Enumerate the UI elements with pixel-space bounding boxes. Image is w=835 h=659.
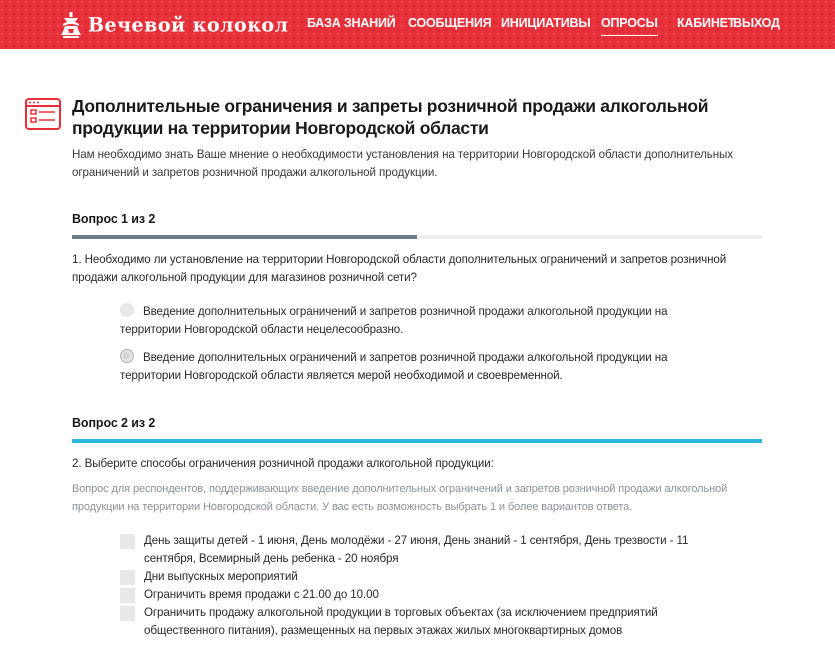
logo-text: Вечевой колокол xyxy=(88,13,289,37)
question-2-text: 2. Выберите способы ограничения розничной продажи алкогольной продукции: xyxy=(72,457,494,470)
radio-button[interactable] xyxy=(120,349,134,363)
nav-logout[interactable]: ВЫХОД xyxy=(733,16,780,30)
nav-messages[interactable]: СООБЩЕНИЯ xyxy=(408,16,492,30)
question-1-text: 1. Необходимо ли установление на территории Новгородской области дополнительных ограничений и запретов розничной продажи алкогольной продукции для магазинов розничной сети? xyxy=(72,253,727,284)
page-title: Дополнительные ограничения и запреты розничной продажи алкогольной продукции на территории Новгородской области xyxy=(72,96,709,138)
nav-cabinet[interactable]: КАБИНЕТ xyxy=(677,16,736,30)
question-2-hint: Вопрос для респондентов, поддерживающих введение дополнительных ограничений и запретов розничной продажи алкогольной продукции на территории Новгородской области. У вас есть возможность выбрать 1 и более вариантов ответа. xyxy=(72,483,728,513)
nav-polls[interactable]: ОПРОСЫ xyxy=(601,16,658,36)
option-label: Введение дополнительных ограничений и запретов розничной продажи алкогольной продукции на территории Новгородской области является мерой необходимой и своевременной. xyxy=(120,351,668,382)
site-logo[interactable] xyxy=(60,11,288,39)
question-2-option-4[interactable] xyxy=(120,604,740,640)
question-2-option-2[interactable] xyxy=(120,568,740,586)
option-label: Дни выпускных мероприятий xyxy=(144,570,298,583)
option-label: Ограничить продажу алкогольной продукции в торговых объектах (за исключением предприятий общественного питания), размещенных на первых этажах жилых многоквартирных домов xyxy=(144,606,658,637)
checkbox[interactable] xyxy=(120,588,135,603)
question-1-option-1[interactable] xyxy=(120,303,720,339)
checkbox[interactable] xyxy=(120,534,135,549)
checkbox[interactable] xyxy=(120,606,135,621)
option-label: Ограничить время продажи с 21.00 до 10.00 xyxy=(144,588,379,601)
question-2-option-3[interactable] xyxy=(120,586,740,604)
option-label: День защиты детей - 1 июня, День молодёжи - 27 июня, День знаний - 1 сентября, День трезвости - 11 сентября, Всемирный день ребенка - 20 ноября xyxy=(144,534,689,565)
question-2-heading: Вопрос 2 из 2 xyxy=(72,416,156,430)
question-1-progress-fill xyxy=(72,235,417,239)
nav-knowledge-base[interactable]: БАЗА ЗНАНИЙ xyxy=(307,16,396,30)
checkbox[interactable] xyxy=(120,570,135,585)
question-2-option-1[interactable] xyxy=(120,532,740,568)
top-header xyxy=(0,0,835,49)
page-description: Нам необходимо знать Ваше мнение о необходимости установления на территории Новгородской области дополнительных ограничений и запретов розничной продажи алкогольной продукции. xyxy=(72,148,733,179)
question-1-heading: Вопрос 1 из 2 xyxy=(72,212,156,226)
bell-logo-icon xyxy=(60,12,82,38)
question-2-progress xyxy=(72,439,762,443)
question-1-progress xyxy=(72,235,762,239)
nav-initiatives[interactable]: ИНИЦИАТИВЫ xyxy=(501,16,591,30)
option-label: Введение дополнительных ограничений и запретов розничной продажи алкогольной продукции на территории Новгородской области нецелесообразно. xyxy=(120,305,668,336)
question-2-progress-fill xyxy=(72,439,762,443)
radio-button[interactable] xyxy=(120,303,134,317)
form-list-icon xyxy=(25,98,61,130)
question-1-option-2[interactable] xyxy=(120,349,720,385)
